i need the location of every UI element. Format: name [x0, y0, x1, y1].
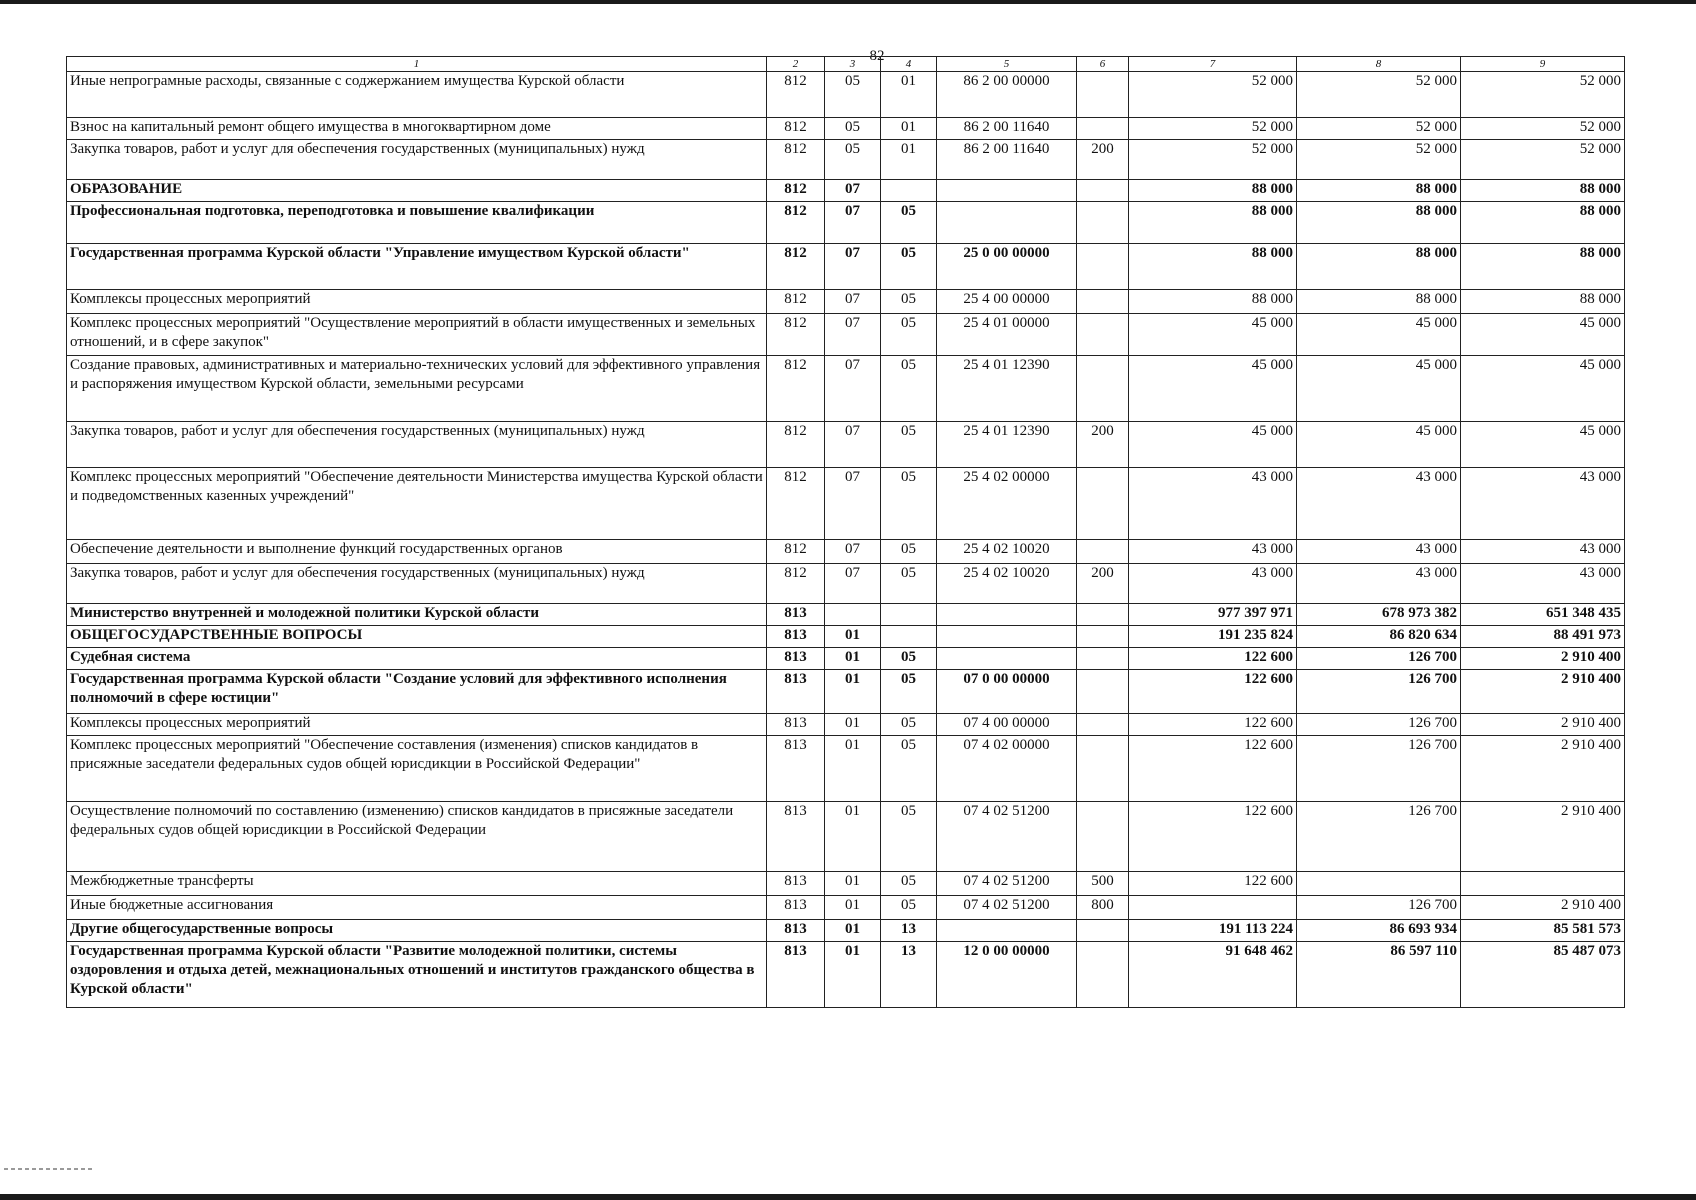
- code-subsection: 05: [881, 202, 937, 244]
- code-section: 05: [825, 140, 881, 180]
- row-name: Государственная программа Курской области "Создание условий для эффективного исполнения полномочий в сфере юстиции": [67, 670, 767, 714]
- row-name: Иные непрограмные расходы, связанные с соджержанием имущества Курской области: [67, 72, 767, 118]
- code-ministry: 812: [767, 468, 825, 540]
- table-row: [67, 140, 1625, 180]
- amount-col-8: 88 000: [1297, 244, 1461, 290]
- row-name: Закупка товаров, работ и услуг для обеспечения государственных (муниципальных) нужд: [67, 564, 767, 604]
- column-number: 3: [825, 57, 881, 72]
- code-expense-type: [1077, 290, 1129, 314]
- amount-col-8: 45 000: [1297, 314, 1461, 356]
- table-row: [67, 626, 1625, 648]
- row-name: Комплексы процессных мероприятий: [67, 290, 767, 314]
- row-name: Закупка товаров, работ и услуг для обеспечения государственных (муниципальных) нужд: [67, 422, 767, 468]
- code-subsection: 05: [881, 356, 937, 422]
- amount-col-9: 88 000: [1461, 180, 1625, 202]
- row-name: Комплексы процессных мероприятий: [67, 714, 767, 736]
- amount-col-9: 88 000: [1461, 202, 1625, 244]
- table-row: [67, 290, 1625, 314]
- code-target-article: 07 4 02 51200: [937, 802, 1077, 872]
- code-expense-type: [1077, 202, 1129, 244]
- code-target-article: [937, 180, 1077, 202]
- code-ministry: 813: [767, 942, 825, 1008]
- code-ministry: 813: [767, 714, 825, 736]
- column-number: 9: [1461, 57, 1625, 72]
- code-target-article: 07 0 00 00000: [937, 670, 1077, 714]
- column-number: 2: [767, 57, 825, 72]
- amount-col-7: 52 000: [1129, 140, 1297, 180]
- row-name: Обеспечение деятельности и выполнение функций государственных органов: [67, 540, 767, 564]
- code-subsection: 13: [881, 920, 937, 942]
- table-row: [67, 244, 1625, 290]
- amount-col-7: 88 000: [1129, 180, 1297, 202]
- amount-col-9: 52 000: [1461, 72, 1625, 118]
- code-subsection: 05: [881, 314, 937, 356]
- table-row: [67, 714, 1625, 736]
- code-subsection: 05: [881, 670, 937, 714]
- amount-col-8: 88 000: [1297, 202, 1461, 244]
- code-target-article: [937, 920, 1077, 942]
- code-expense-type: [1077, 540, 1129, 564]
- code-section: 07: [825, 540, 881, 564]
- scan-artifact: [4, 1168, 94, 1170]
- code-ministry: 813: [767, 736, 825, 802]
- amount-col-9: 85 581 573: [1461, 920, 1625, 942]
- code-subsection: 01: [881, 118, 937, 140]
- amount-col-7: 122 600: [1129, 670, 1297, 714]
- code-ministry: 813: [767, 648, 825, 670]
- table-row: [67, 180, 1625, 202]
- amount-col-8: 86 820 634: [1297, 626, 1461, 648]
- code-subsection: 05: [881, 290, 937, 314]
- code-subsection: 05: [881, 896, 937, 920]
- code-section: 07: [825, 290, 881, 314]
- code-subsection: 05: [881, 564, 937, 604]
- amount-col-7: 52 000: [1129, 72, 1297, 118]
- table-row: [67, 118, 1625, 140]
- table-row: [67, 802, 1625, 872]
- code-subsection: 01: [881, 140, 937, 180]
- code-section: [825, 604, 881, 626]
- amount-col-8: 52 000: [1297, 72, 1461, 118]
- amount-col-7: 191 235 824: [1129, 626, 1297, 648]
- code-ministry: 813: [767, 626, 825, 648]
- code-target-article: 25 4 02 10020: [937, 564, 1077, 604]
- code-target-article: [937, 648, 1077, 670]
- table-body: [67, 72, 1625, 1008]
- amount-col-7: 122 600: [1129, 714, 1297, 736]
- code-target-article: [937, 202, 1077, 244]
- amount-col-7: 122 600: [1129, 872, 1297, 896]
- amount-col-7: 43 000: [1129, 540, 1297, 564]
- amount-col-7: 45 000: [1129, 422, 1297, 468]
- row-name: Закупка товаров, работ и услуг для обеспечения государственных (муниципальных) нужд: [67, 140, 767, 180]
- code-target-article: 25 4 02 10020: [937, 540, 1077, 564]
- code-section: 01: [825, 872, 881, 896]
- code-subsection: [881, 604, 937, 626]
- code-expense-type: 800: [1077, 896, 1129, 920]
- amount-col-8: 88 000: [1297, 290, 1461, 314]
- code-section: 01: [825, 670, 881, 714]
- code-subsection: 05: [881, 736, 937, 802]
- code-expense-type: 500: [1077, 872, 1129, 896]
- code-subsection: 05: [881, 648, 937, 670]
- amount-col-7: 191 113 224: [1129, 920, 1297, 942]
- code-expense-type: [1077, 72, 1129, 118]
- row-name: Судебная система: [67, 648, 767, 670]
- amount-col-9: 651 348 435: [1461, 604, 1625, 626]
- row-name: Другие общегосударственные вопросы: [67, 920, 767, 942]
- code-expense-type: [1077, 626, 1129, 648]
- row-name: Государственная программа Курской области "Развитие молодежной политики, системы оздоровления и отдыха детей, межнациональных отношений и институтов гражданского общества в Курской области": [67, 942, 767, 1008]
- budget-table: [66, 56, 1625, 1008]
- code-expense-type: [1077, 648, 1129, 670]
- code-section: 07: [825, 468, 881, 540]
- amount-col-9: 2 910 400: [1461, 896, 1625, 920]
- code-subsection: [881, 180, 937, 202]
- amount-col-9: 2 910 400: [1461, 670, 1625, 714]
- amount-col-9: 43 000: [1461, 468, 1625, 540]
- code-section: 01: [825, 896, 881, 920]
- amount-col-7: 88 000: [1129, 290, 1297, 314]
- code-section: 07: [825, 422, 881, 468]
- amount-col-9: 88 000: [1461, 290, 1625, 314]
- code-expense-type: [1077, 604, 1129, 626]
- column-number: 7: [1129, 57, 1297, 72]
- scan-bottom-edge: [0, 1194, 1696, 1200]
- amount-col-7: [1129, 896, 1297, 920]
- code-expense-type: [1077, 118, 1129, 140]
- code-subsection: 05: [881, 422, 937, 468]
- code-section: 01: [825, 920, 881, 942]
- amount-col-7: 52 000: [1129, 118, 1297, 140]
- amount-col-9: 88 491 973: [1461, 626, 1625, 648]
- code-expense-type: [1077, 920, 1129, 942]
- amount-col-8: 45 000: [1297, 356, 1461, 422]
- code-target-article: 07 4 02 51200: [937, 872, 1077, 896]
- amount-col-7: 43 000: [1129, 468, 1297, 540]
- code-ministry: 812: [767, 140, 825, 180]
- amount-col-7: 88 000: [1129, 202, 1297, 244]
- table-row: [67, 422, 1625, 468]
- table-row: [67, 872, 1625, 896]
- amount-col-9: 85 487 073: [1461, 942, 1625, 1008]
- code-expense-type: [1077, 356, 1129, 422]
- row-name: Межбюджетные трансферты: [67, 872, 767, 896]
- table-row: [67, 540, 1625, 564]
- column-number: 1: [67, 57, 767, 72]
- code-target-article: 25 4 00 00000: [937, 290, 1077, 314]
- table-row: [67, 468, 1625, 540]
- column-number: 5: [937, 57, 1077, 72]
- code-ministry: 812: [767, 564, 825, 604]
- amount-col-8: 88 000: [1297, 180, 1461, 202]
- amount-col-8: 86 693 934: [1297, 920, 1461, 942]
- code-expense-type: [1077, 802, 1129, 872]
- code-ministry: 813: [767, 872, 825, 896]
- code-target-article: 25 4 02 00000: [937, 468, 1077, 540]
- table-row: [67, 604, 1625, 626]
- code-section: 05: [825, 72, 881, 118]
- code-ministry: 812: [767, 356, 825, 422]
- code-expense-type: 200: [1077, 140, 1129, 180]
- code-section: 07: [825, 180, 881, 202]
- amount-col-7: 88 000: [1129, 244, 1297, 290]
- row-name: Комплекс процессных мероприятий "Осуществление мероприятий в области имущественных и земельных отношений, и в сфере закупок": [67, 314, 767, 356]
- code-expense-type: [1077, 714, 1129, 736]
- code-subsection: 05: [881, 468, 937, 540]
- code-expense-type: 200: [1077, 564, 1129, 604]
- code-section: 01: [825, 648, 881, 670]
- amount-col-9: 2 910 400: [1461, 648, 1625, 670]
- code-ministry: 812: [767, 180, 825, 202]
- amount-col-8: 45 000: [1297, 422, 1461, 468]
- row-name: Взнос на капитальный ремонт общего имущества в многоквартирном доме: [67, 118, 767, 140]
- code-section: 01: [825, 736, 881, 802]
- table-row: [67, 920, 1625, 942]
- code-target-article: 25 0 00 00000: [937, 244, 1077, 290]
- code-ministry: 812: [767, 202, 825, 244]
- amount-col-7: 122 600: [1129, 648, 1297, 670]
- amount-col-8: 678 973 382: [1297, 604, 1461, 626]
- amount-col-7: 122 600: [1129, 736, 1297, 802]
- code-ministry: 812: [767, 244, 825, 290]
- page-number: 82: [869, 48, 885, 64]
- code-ministry: 812: [767, 290, 825, 314]
- amount-col-9: 43 000: [1461, 540, 1625, 564]
- amount-col-7: 43 000: [1129, 564, 1297, 604]
- code-subsection: 05: [881, 244, 937, 290]
- code-section: 01: [825, 714, 881, 736]
- code-ministry: 812: [767, 314, 825, 356]
- row-name: Создание правовых, административных и материально-технических условий для эффективного управления и распоряжения имуществом Курской области, земельными ресурсами: [67, 356, 767, 422]
- amount-col-7: 45 000: [1129, 314, 1297, 356]
- amount-col-8: 126 700: [1297, 896, 1461, 920]
- code-subsection: 05: [881, 802, 937, 872]
- code-target-article: [937, 604, 1077, 626]
- table-row: [67, 202, 1625, 244]
- amount-col-9: 45 000: [1461, 422, 1625, 468]
- row-name: ОБЩЕГОСУДАРСТВЕННЫЕ ВОПРОСЫ: [67, 626, 767, 648]
- code-ministry: 813: [767, 920, 825, 942]
- row-name: Комплекс процессных мероприятий "Обеспечение составления (изменения) списков кандидатов в присяжные заседатели федеральных судов общей юрисдикции в Российской Федерации": [67, 736, 767, 802]
- code-section: 01: [825, 802, 881, 872]
- amount-col-9: 2 910 400: [1461, 802, 1625, 872]
- code-ministry: 813: [767, 670, 825, 714]
- row-name: Министерство внутренней и молодежной политики Курской области: [67, 604, 767, 626]
- amount-col-8: 86 597 110: [1297, 942, 1461, 1008]
- row-name: Государственная программа Курской области "Управление имуществом Курской области": [67, 244, 767, 290]
- amount-col-9: 45 000: [1461, 356, 1625, 422]
- row-name: ОБРАЗОВАНИЕ: [67, 180, 767, 202]
- code-expense-type: [1077, 942, 1129, 1008]
- code-subsection: [881, 626, 937, 648]
- amount-col-8: 43 000: [1297, 468, 1461, 540]
- code-section: 05: [825, 118, 881, 140]
- amount-col-8: 43 000: [1297, 564, 1461, 604]
- amount-col-8: 52 000: [1297, 140, 1461, 180]
- amount-col-8: 126 700: [1297, 670, 1461, 714]
- code-target-article: 86 2 00 11640: [937, 140, 1077, 180]
- amount-col-7: 977 397 971: [1129, 604, 1297, 626]
- code-section: 01: [825, 942, 881, 1008]
- row-name: Иные бюджетные ассигнования: [67, 896, 767, 920]
- code-section: 07: [825, 202, 881, 244]
- amount-col-9: 2 910 400: [1461, 736, 1625, 802]
- amount-col-8: 126 700: [1297, 648, 1461, 670]
- code-target-article: 86 2 00 11640: [937, 118, 1077, 140]
- table-row: [67, 72, 1625, 118]
- table-row: [67, 670, 1625, 714]
- code-subsection: 05: [881, 540, 937, 564]
- code-expense-type: [1077, 180, 1129, 202]
- code-expense-type: [1077, 244, 1129, 290]
- amount-col-8: 126 700: [1297, 802, 1461, 872]
- code-target-article: 25 4 01 00000: [937, 314, 1077, 356]
- code-ministry: 812: [767, 118, 825, 140]
- amount-col-8: 52 000: [1297, 118, 1461, 140]
- table-row: [67, 648, 1625, 670]
- table-row: [67, 896, 1625, 920]
- row-name: Осуществление полномочий по составлению (изменению) списков кандидатов в присяжные заседатели федеральных судов общей юрисдикции в Российской Федерации: [67, 802, 767, 872]
- code-expense-type: 200: [1077, 422, 1129, 468]
- code-ministry: 812: [767, 72, 825, 118]
- amount-col-9: [1461, 872, 1625, 896]
- amount-col-9: 2 910 400: [1461, 714, 1625, 736]
- table-row: [67, 942, 1625, 1008]
- amount-col-9: 45 000: [1461, 314, 1625, 356]
- column-number: 6: [1077, 57, 1129, 72]
- amount-col-9: 88 000: [1461, 244, 1625, 290]
- code-ministry: 812: [767, 540, 825, 564]
- amount-col-8: [1297, 872, 1461, 896]
- table-row: [67, 314, 1625, 356]
- code-target-article: 07 4 02 00000: [937, 736, 1077, 802]
- column-number: 4: [881, 57, 937, 72]
- table-row: [67, 736, 1625, 802]
- code-target-article: 25 4 01 12390: [937, 356, 1077, 422]
- code-subsection: 05: [881, 872, 937, 896]
- code-ministry: 812: [767, 422, 825, 468]
- amount-col-9: 43 000: [1461, 564, 1625, 604]
- code-ministry: 813: [767, 896, 825, 920]
- code-ministry: 813: [767, 802, 825, 872]
- code-subsection: 05: [881, 714, 937, 736]
- row-name: Комплекс процессных мероприятий "Обеспечение деятельности Министерства имущества Курской области и подведомственных казенных учреждений": [67, 468, 767, 540]
- code-subsection: 01: [881, 72, 937, 118]
- code-section: 01: [825, 626, 881, 648]
- amount-col-7: 45 000: [1129, 356, 1297, 422]
- code-section: 07: [825, 244, 881, 290]
- table-row: [67, 356, 1625, 422]
- code-target-article: 86 2 00 00000: [937, 72, 1077, 118]
- code-expense-type: [1077, 314, 1129, 356]
- code-ministry: 813: [767, 604, 825, 626]
- amount-col-8: 126 700: [1297, 714, 1461, 736]
- amount-col-8: 43 000: [1297, 540, 1461, 564]
- column-number-row: [67, 57, 1625, 72]
- code-expense-type: [1077, 468, 1129, 540]
- code-subsection: 13: [881, 942, 937, 1008]
- code-section: 07: [825, 314, 881, 356]
- code-section: 07: [825, 564, 881, 604]
- code-expense-type: [1077, 670, 1129, 714]
- column-number: 8: [1297, 57, 1461, 72]
- amount-col-9: 52 000: [1461, 140, 1625, 180]
- amount-col-7: 91 648 462: [1129, 942, 1297, 1008]
- scan-top-edge: [0, 0, 1696, 4]
- amount-col-9: 52 000: [1461, 118, 1625, 140]
- code-target-article: 12 0 00 00000: [937, 942, 1077, 1008]
- code-target-article: 07 4 02 51200: [937, 896, 1077, 920]
- amount-col-7: 122 600: [1129, 802, 1297, 872]
- code-target-article: 07 4 00 00000: [937, 714, 1077, 736]
- table-row: [67, 564, 1625, 604]
- code-expense-type: [1077, 736, 1129, 802]
- code-target-article: [937, 626, 1077, 648]
- amount-col-8: 126 700: [1297, 736, 1461, 802]
- code-section: 07: [825, 356, 881, 422]
- row-name: Профессиональная подготовка, переподготовка и повышение квалификации: [67, 202, 767, 244]
- code-target-article: 25 4 01 12390: [937, 422, 1077, 468]
